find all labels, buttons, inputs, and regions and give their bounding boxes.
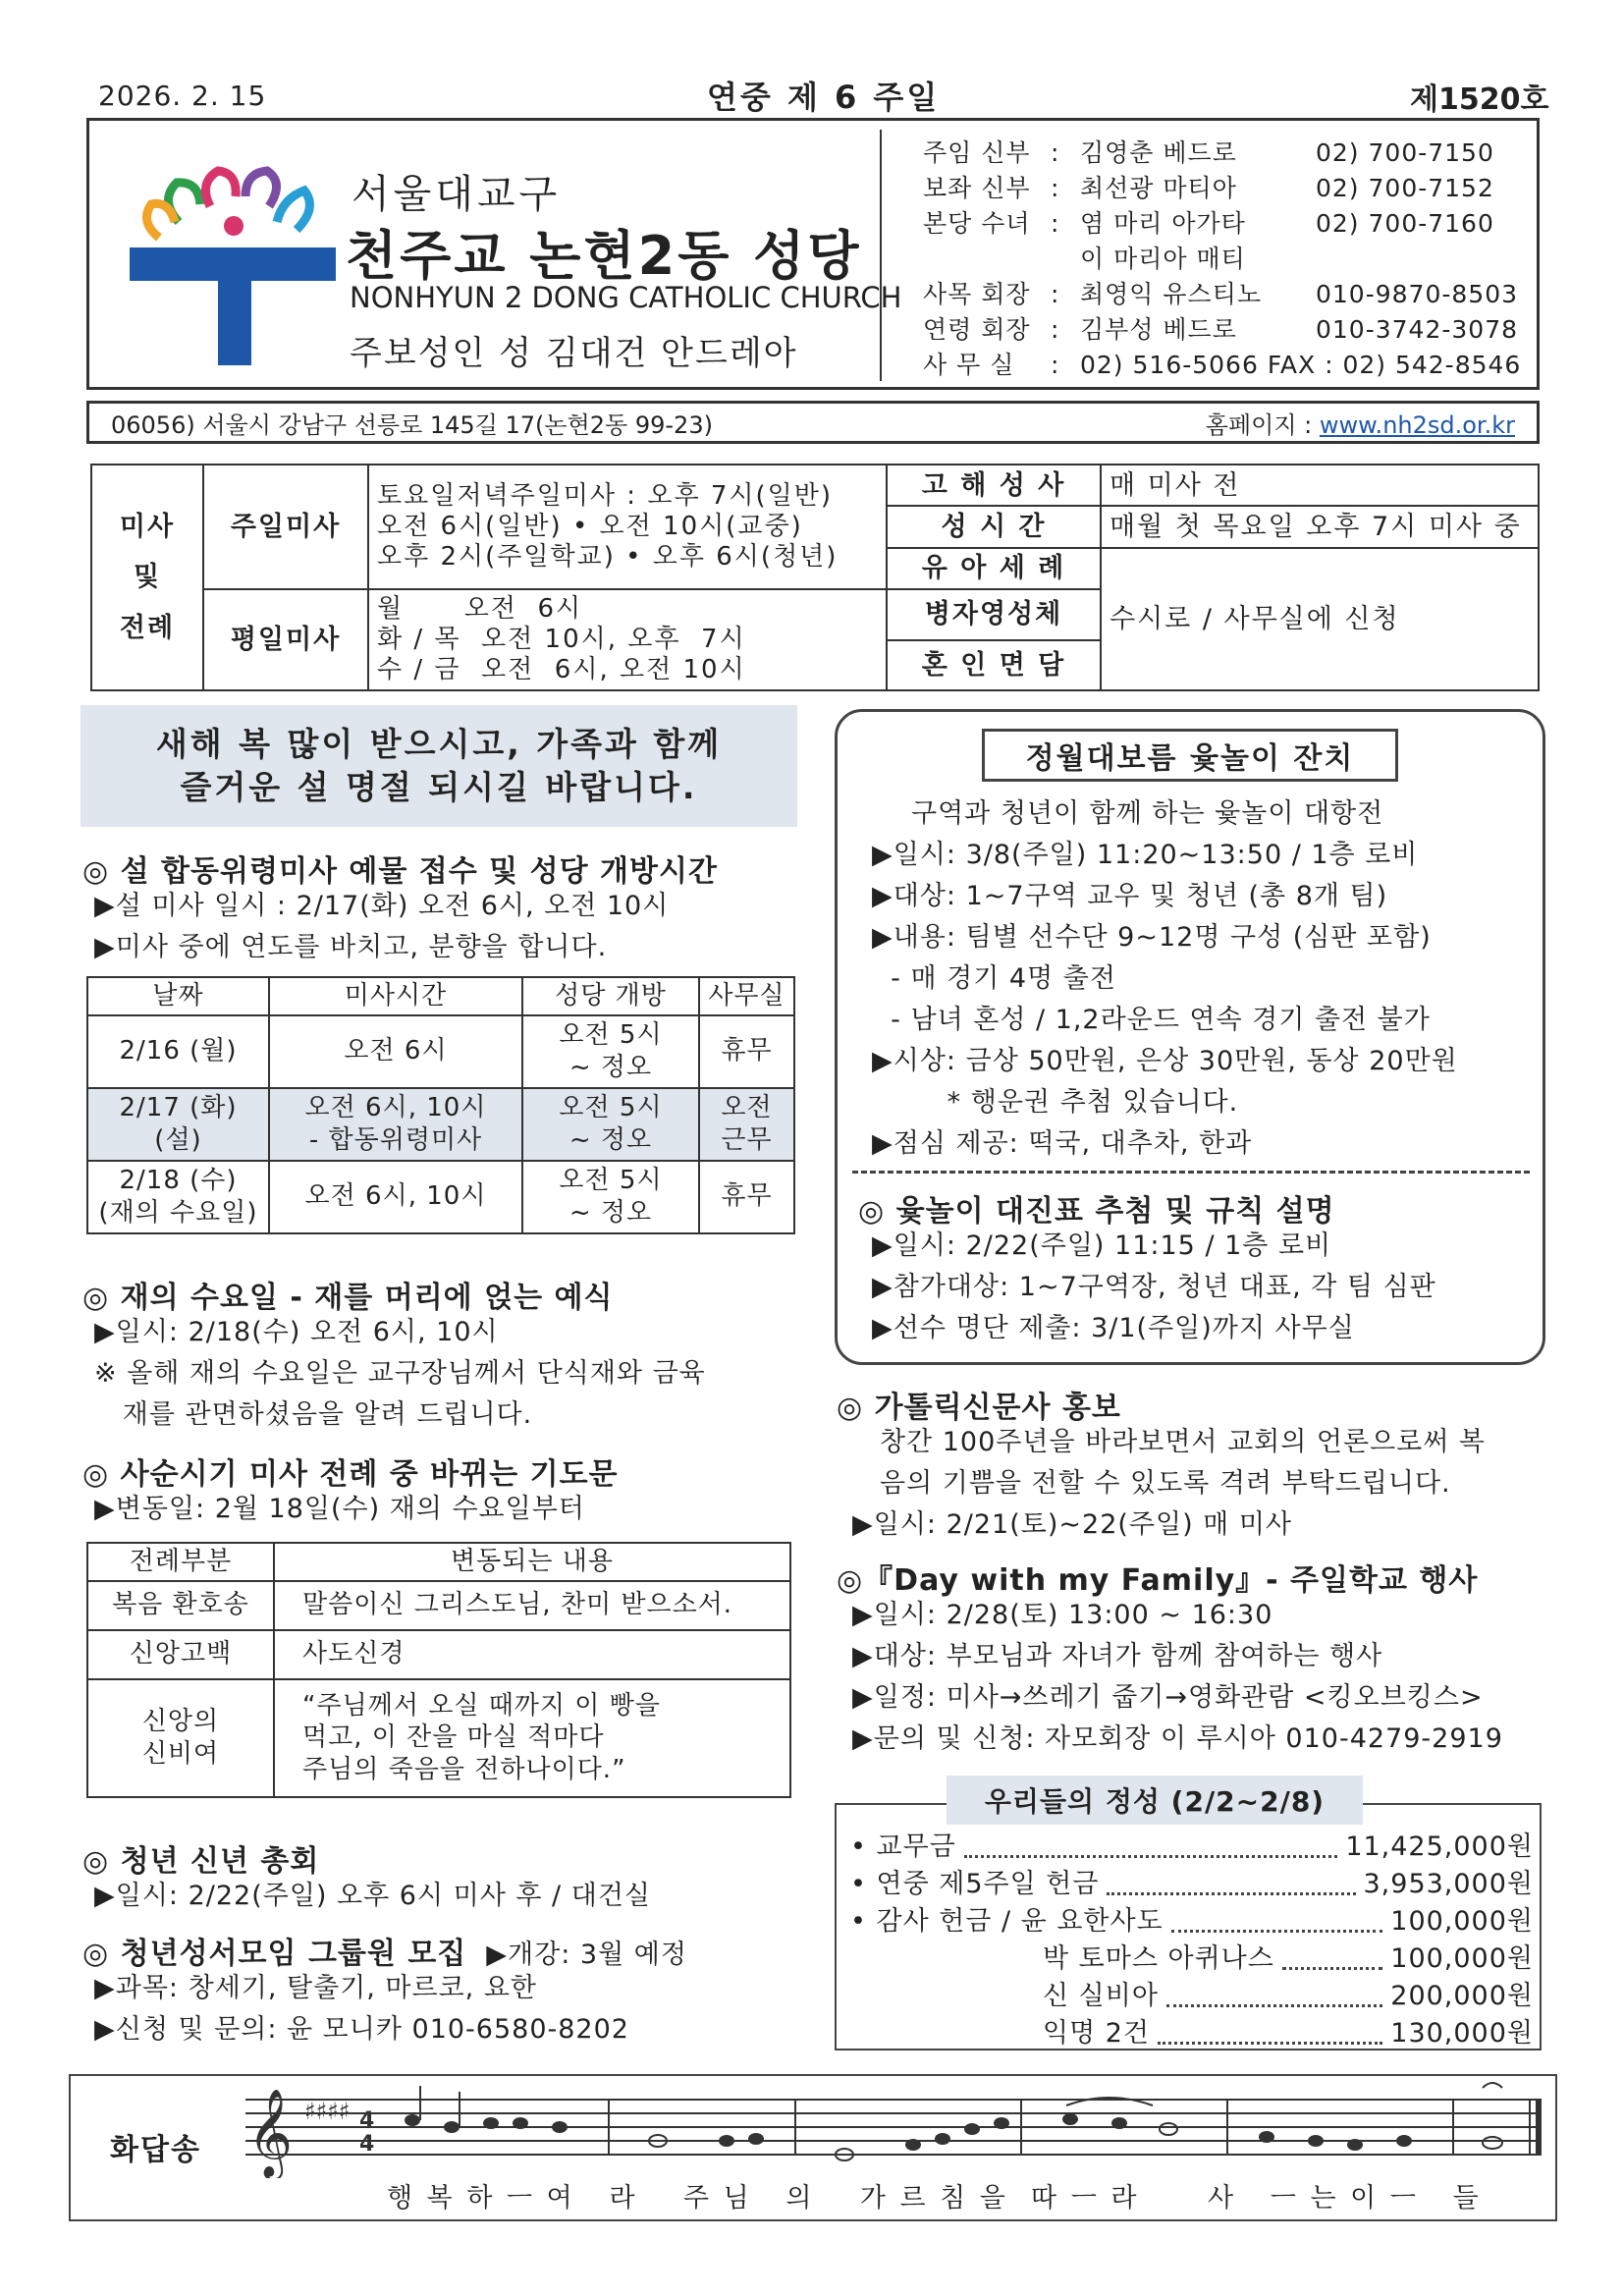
mass-side-label: 미사 및 전례: [91, 465, 203, 690]
table-row-highlight: 2/17 (화) (설) 오전 6시, 10시 - 합동위령미사 오전 5시 ~ 정오 오전 근무: [87, 1088, 794, 1161]
offering-row: • 연중 제5주일 헌금 3,953,000원: [850, 1869, 1534, 1899]
lent-line: ▶변동일: 2월 18일(수) 재의 수요일부터: [94, 1494, 585, 1524]
offering-row: 익명 2건 130,000원: [1043, 2018, 1534, 2049]
ash-title: ◎ 재의 수요일 - 재를 머리에 얹는 예식: [82, 1281, 614, 1315]
confession-label: 고 해 성 사: [887, 465, 1101, 506]
table-header: 사무실: [699, 977, 794, 1015]
marriage-interview-label: 혼 인 면 담: [887, 640, 1101, 690]
ash-line: ※ 올해 재의 수요일은 교구장님께서 단식재와 금육: [94, 1358, 706, 1389]
staff-list: [923, 136, 1532, 383]
offering-row: • 감사 헌금 / 윤 요한사도 100,000원: [850, 1906, 1534, 1937]
yut-line: - 남녀 혼성 / 1,2라운드 연속 경기 출전 불가: [872, 1005, 1431, 1035]
address-bar: [86, 401, 1540, 444]
yut-sub-line: ▶일시: 2/22(주일) 11:15 / 1층 로비: [872, 1230, 1332, 1261]
table-row: 2/18 (수) (재의 수요일) 오전 6시, 10시 오전 5시 ~ 정오 휴무: [87, 1161, 794, 1233]
sick-communion-label: 병자영성체: [887, 589, 1101, 639]
family-title: ◎『Day with my Family』- 주일학교 행사: [837, 1563, 1479, 1598]
youth-line: ▶일시: 2/22(주일) 오후 6시 미사 후 / 대건실: [94, 1881, 651, 1911]
lunar-line: ▶설 미사 일시 : 2/17(화) 오전 6시, 오전 10시: [94, 891, 670, 921]
table-row: 2/16 (월) 오전 6시 오전 5시 ~ 정오 휴무: [87, 1015, 794, 1088]
svg-text:4: 4: [359, 2132, 375, 2157]
table-row: 신앙고백 사도신경: [87, 1630, 790, 1679]
psalm-label: 화답송: [110, 2133, 201, 2167]
yut-sub-line: ▶참가대상: 1~7구역장, 청년 대표, 각 팀 심판: [872, 1272, 1436, 1302]
svg-text:♯♯♯♯: ♯♯♯♯: [304, 2098, 351, 2125]
issue-number: 제1520호: [1410, 82, 1549, 117]
church-address: 06056) 서울시 강남구 선릉로 145길 17(논현2동 99-23): [111, 410, 713, 439]
table-header: 날짜: [87, 977, 269, 1015]
patron-saint: 주보성인 성 김대건 안드레아: [350, 334, 798, 373]
table-header: 미사시간: [269, 977, 522, 1015]
church-english-name: NONHYUN 2 DONG CATHOLIC CHURCH: [350, 281, 902, 314]
news-line: 음의 기쁨을 전할 수 있도록 격려 부탁드립니다.: [880, 1468, 1451, 1499]
offering-row: 박 토마스 아퀴나스 100,000원: [1043, 1943, 1534, 1974]
yut-details: [872, 835, 1458, 1165]
offering-row: • 교무금 11,425,000원: [850, 1831, 1534, 1862]
family-line: ▶대상: 부모님과 자녀가 함께 참여하는 행사: [852, 1641, 1383, 1671]
bible-line: ▶과목: 창세기, 탈출기, 마르코, 요한: [94, 1973, 538, 2003]
holy-hour-label: 성 시 간: [887, 506, 1101, 547]
staff-row: 연령 회장 : 김부성 베드로 010-3742-3078: [923, 315, 1519, 344]
staff-row: 본당 수녀 : 염 마리 아가타 02) 700-7160: [923, 209, 1494, 238]
family-line: ▶일정: 미사→쓰레기 줍기→영화관람 <킹오브킹스>: [852, 1682, 1484, 1713]
yut-line: * 행운권 추첨 있습니다.: [872, 1087, 1239, 1118]
confession-value: 매 미사 전: [1101, 465, 1539, 506]
youth-title: ◎ 청년 신년 총회: [82, 1844, 320, 1879]
table-header: 전례부분: [87, 1543, 274, 1581]
staff-row: 사목 회장 : 최영익 유스티노 010-9870-8503: [923, 280, 1519, 308]
yut-line: ▶대상: 1~7구역 교우 및 청년 (총 8개 팀): [872, 881, 1388, 911]
liturgical-week: 연중 제 6 주일: [707, 79, 941, 116]
news-title: ◎ 가톨릭신문사 홍보: [837, 1391, 1121, 1425]
sunday-mass-times: 토요일저녁주일미사 : 오후 7시(일반) 오전 6시(일반) • 오전 10시(교중) 오후 2시(주일학교) • 오후 6시(청년): [368, 465, 887, 589]
yut-line: ▶시상: 금상 50만원, 은상 30만원, 동상 20만원: [872, 1046, 1458, 1076]
homepage-link[interactable]: www.nh2sd.or.kr: [1319, 410, 1515, 439]
infant-baptism-label: 유 아 세 례: [887, 548, 1101, 589]
table-header: 변동되는 내용: [274, 1543, 790, 1581]
diocese-name: 서울대교구: [352, 172, 562, 217]
church-name: 천주교 논현2동 성당: [346, 225, 862, 287]
weekday-mass-label: 평일미사: [203, 589, 368, 690]
yut-line: ▶일시: 3/8(주일) 11:20~13:50 / 1층 로비: [872, 840, 1419, 870]
request-value: 수시로 / 사무실에 신청: [1101, 548, 1539, 690]
bible-line: ▶신청 및 문의: 윤 모니카 010-6580-8202: [94, 2014, 629, 2045]
greeting-line: 새해 복 많이 받으시고, 가족과 함께: [155, 725, 723, 763]
psalm-lyrics: 행 복 하 ㅡ 여 라 주 님 의 가 르 침 을 따 ㅡ 라 사 ㅡ 는 이 ㅡ 들: [387, 2183, 1482, 2214]
psalm-staff-icon: [245, 2080, 1551, 2178]
table-row: 복음 환호송 말씀이신 그리스도님, 찬미 받으소서.: [87, 1581, 790, 1630]
bible-start: ▶개강: 3월 예정: [486, 1940, 687, 1970]
staff-row: 보좌 신부 : 최선광 마티아 02) 700-7152: [923, 174, 1494, 202]
lent-table: [86, 1542, 791, 1798]
lent-title: ◎ 사순시기 미사 전례 중 바뀌는 기도문: [82, 1457, 619, 1492]
bulletin-date: 2026. 2. 15: [98, 80, 267, 112]
church-logo-icon: [130, 161, 336, 367]
ash-line: ▶일시: 2/18(수) 오전 6시, 10시: [94, 1317, 499, 1347]
yut-title: 정월대보름 윷놀이 잔치: [982, 729, 1398, 782]
svg-text:𝄞: 𝄞: [247, 2089, 294, 2177]
staff-row: 주임 신부 : 김영춘 베드로 02) 700-7150: [923, 138, 1494, 167]
yut-dashed-divider: [852, 1171, 1530, 1174]
lunar-table: [86, 976, 795, 1234]
yut-intro: 구역과 청년이 함께 하는 윷놀이 대항전: [911, 798, 1384, 829]
holy-hour-value: 매월 첫 목요일 오후 7시 미사 중: [1101, 506, 1539, 547]
lunar-title: ◎ 설 합동위령미사 예물 접수 및 성당 개방시간: [82, 854, 718, 889]
bible-title: ◎ 청년성서모임 그룹원 모집: [82, 1937, 467, 1971]
yut-line: ▶내용: 팀별 선수단 9~12명 구성 (심판 포함): [872, 922, 1432, 953]
greeting-banner: [81, 705, 797, 827]
greeting-line: 즐거운 설 명절 되시길 바랍니다.: [180, 768, 698, 806]
table-header: 성당 개방: [522, 977, 699, 1015]
yut-line: - 매 경기 4명 출전: [872, 963, 1116, 994]
offering-row: 신 실비아 200,000원: [1043, 1981, 1534, 2011]
news-line: 창간 100주년을 바라보면서 교회의 언론으로써 복: [880, 1427, 1487, 1457]
yut-sub-line: ▶선수 명단 제출: 3/1(주일)까지 사무실: [872, 1313, 1355, 1343]
header-divider: [880, 130, 882, 381]
offering-list: [850, 1829, 1534, 2052]
lunar-line: ▶미사 중에 연도를 바치고, 분향을 합니다.: [94, 932, 608, 962]
table-row: 신앙의 신비여 “주님께서 오실 때까지 이 빵을 먹고, 이 잔을 마실 적마다 주님의 죽음을 전하나이다.”: [87, 1679, 790, 1797]
family-line: ▶문의 및 신청: 자모회장 이 루시아 010-4279-2919: [852, 1723, 1503, 1754]
offering-title: 우리들의 정성 (2/2~2/8): [947, 1776, 1363, 1825]
family-line: ▶일시: 2/28(토) 13:00 ~ 16:30: [852, 1600, 1273, 1630]
ash-line: 재를 관면하셨음을 알려 드립니다.: [94, 1399, 533, 1430]
mass-schedule-table: [90, 464, 1540, 691]
staff-row: 이 마리아 매티: [1080, 245, 1246, 273]
yut-sub-title: ◎ 윷놀이 대진표 추첨 및 규칙 설명: [858, 1194, 1335, 1229]
yut-line: ▶점심 제공: 떡국, 대추차, 한과: [872, 1128, 1253, 1159]
news-line: ▶일시: 2/21(토)~22(주일) 매 미사: [852, 1509, 1293, 1540]
svg-text:4: 4: [359, 2108, 375, 2133]
sunday-mass-label: 주일미사: [203, 465, 368, 589]
office-row: 사 무 실 : 02) 516-5066 FAX : 02) 542-8546: [923, 351, 1522, 379]
weekday-mass-times: 월 오전 6시 화 / 목 오전 10시, 오후 7시 수 / 금 오전 6시, 오전 10시: [368, 589, 887, 690]
homepage: 홈페이지 : www.nh2sd.or.kr: [1205, 410, 1515, 439]
